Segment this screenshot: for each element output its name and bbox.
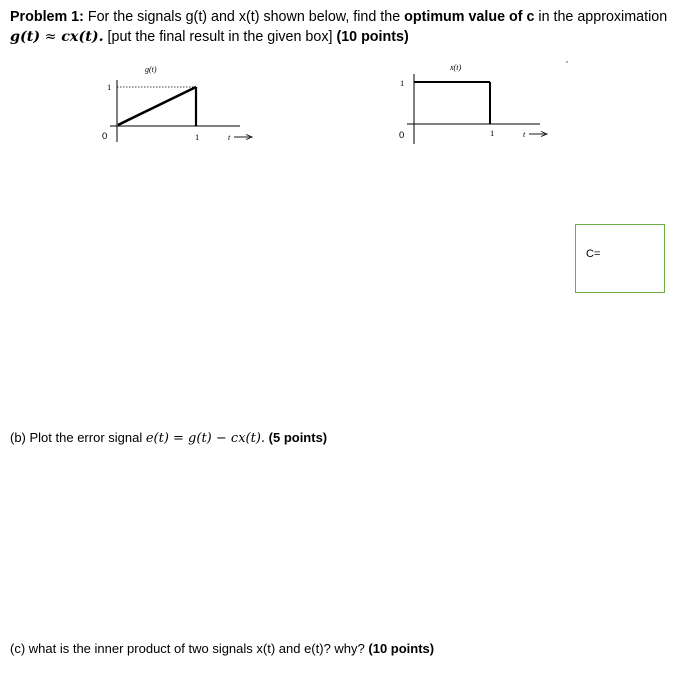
part-c-label: (c) what is the inner product of two signals x(t) and e(t)? why?	[10, 641, 369, 656]
g-plot-title: g(t)	[145, 65, 157, 74]
stray-dot	[566, 61, 568, 63]
error-signal-equation: e(t) = g(t) − cx(t).	[145, 431, 266, 446]
problem-1-instruction: [put the final result in the given box]	[103, 29, 337, 45]
problem-1-points: (10 points)	[336, 29, 409, 45]
x-y-tick: 1	[400, 78, 405, 88]
answer-box[interactable]	[575, 224, 665, 293]
x-signal-plot	[390, 60, 570, 150]
g-origin-label: 0	[102, 131, 108, 142]
x-axis-var: t	[523, 130, 526, 139]
answer-box-label: C=	[586, 248, 601, 260]
g-y-tick: 1	[107, 82, 112, 92]
part-b-label: (b) Plot the error signal	[10, 430, 146, 445]
g-ramp-line	[118, 87, 196, 125]
x-origin-label: 0	[399, 130, 405, 141]
problem-1-bold-phrase: optimum value of c	[404, 9, 535, 25]
problem-1-text-a: For the signals g(t) and x(t) shown below, find the	[83, 9, 405, 25]
part-c-points: (10 points)	[368, 641, 435, 656]
part-b-question	[10, 430, 327, 446]
problem-1-statement	[10, 7, 690, 47]
problem-1-text-b: in the approximation	[534, 9, 668, 25]
x-x-tick: 1	[490, 128, 495, 138]
part-c-question	[10, 641, 434, 656]
g-x-tick: 1	[195, 132, 200, 142]
g-axis-var: t	[228, 133, 231, 142]
x-plot-title: x(t)	[450, 63, 462, 72]
g-signal-plot	[90, 60, 270, 150]
approximation-equation: g(t) ≈ cx(t).	[10, 29, 104, 45]
problem-1-label: Problem 1:	[10, 9, 84, 25]
part-b-points: (5 points)	[265, 430, 328, 445]
